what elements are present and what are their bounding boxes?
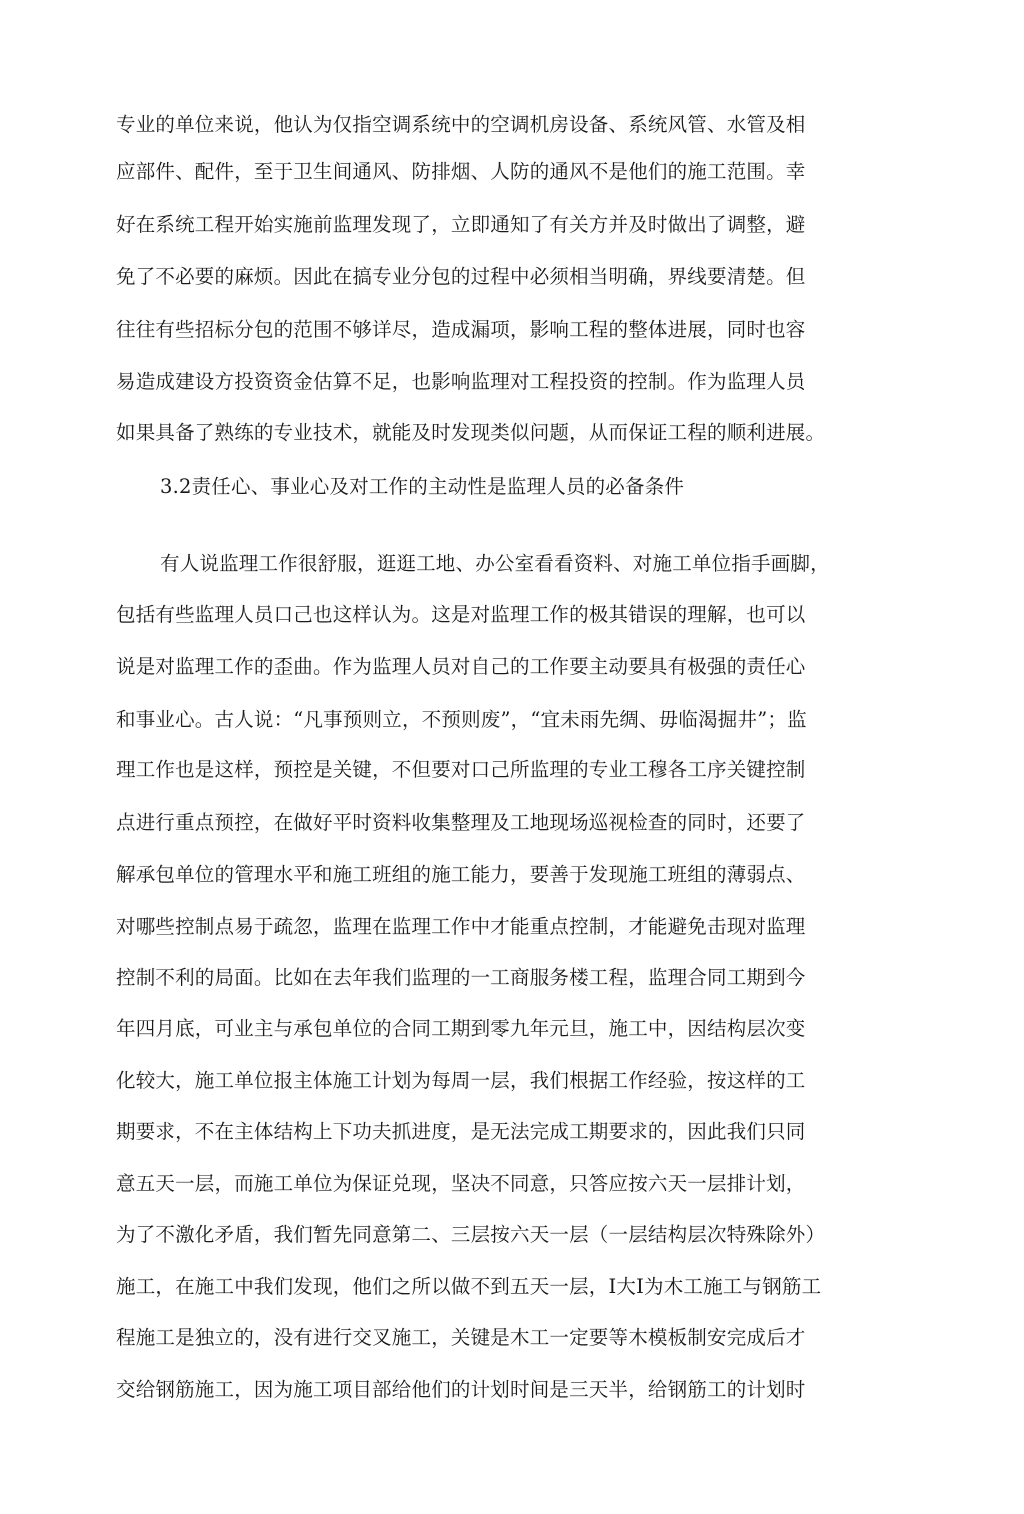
text-line: 施工，在施工中我们发现，他们之所以做不到五天一层，I大I为木工施工与钢筋工: [116, 1275, 822, 1298]
text-line: 有人说监理工作很舒服，逛逛工地、办公室看看资料、对施工单位指手画脚，: [160, 552, 830, 575]
text-line: 期要求，不在主体结构上下功夫抓进度，是无法完成工期要求的，因此我们只同: [116, 1120, 806, 1143]
text-line: 解承包单位的管理水平和施工班组的施工能力，要善于发现施工班组的薄弱点、: [116, 863, 806, 886]
section-heading: 3.2责任心、事业心及对工作的主动性是监理人员的必备条件: [160, 475, 685, 498]
text-line: 交给钢筋施工，因为施工项目部给他们的计划时间是三天半，给钢筋工的计划时: [116, 1378, 806, 1401]
text-line: 好在系统工程开始实施前监理发现了，立即通知了有关方并及时做出了调整，避: [116, 213, 806, 236]
text-line: 点进行重点预控，在做好平时资料收集整理及工地现场巡视检查的同时，还要了: [116, 811, 806, 834]
text-line: 和事业心。古人说：“凡事预则立，不预则废”，“宜未雨先绸、毋临渴掘井”；监: [116, 708, 807, 731]
text-line: 化较大，施工单位报主体施工计划为每周一层，我们根据工作经验，按这样的工: [116, 1069, 806, 1092]
text-line: 理工作也是这样，预控是关键，不但要对口己所监理的专业工穆各工序关键控制: [116, 758, 806, 781]
text-line: 易造成建设方投资资金估算不足，也影响监理对工程投资的控制。作为监理人员: [116, 370, 806, 393]
text-line: 往往有些招标分包的范围不够详尽，造成漏项，影响工程的整体进展，同时也容: [116, 318, 806, 341]
text-line: 专业的单位来说，他认为仅指空调系统中的空调机房设备、系统风管、水管及相: [116, 113, 806, 136]
text-line: 意五天一层，而施工单位为保证兑现，坚决不同意，只答应按六天一层排计划，: [116, 1172, 806, 1195]
text-line: 控制不利的局面。比如在去年我们监理的一工商服务楼工程，监理合同工期到今: [116, 966, 806, 989]
text-line: 免了不必要的麻烦。因此在搞专业分包的过程中必须相当明确，界线要清楚。但: [116, 265, 806, 288]
text-line: 应部件、配件，至于卫生间通风、防排烟、人防的通风不是他们的施工范围。幸: [116, 160, 806, 183]
text-line: 对哪些控制点易于疏忽，监理在监理工作中才能重点控制，才能避免击现对监理: [116, 915, 806, 938]
text-line: 为了不激化矛盾，我们暂先同意第二、三层按六天一层（一层结构层次特殊除外）: [116, 1223, 826, 1246]
text-line: 年四月底，可业主与承包单位的合同工期到零九年元旦，施工中，因结构层次变: [116, 1017, 806, 1040]
text-line: 说是对监理工作的歪曲。作为监理人员对自己的工作要主动要具有极强的责任心: [116, 655, 806, 678]
text-line: 程施工是独立的，没有进行交叉施工，关键是木工一定要等木模板制安完成后才: [116, 1326, 806, 1349]
text-line: 包括有些监理人员口己也这样认为。这是对监理工作的极其错误的理解，也可以: [116, 603, 806, 626]
text-line: 如果具备了熟练的专业技术，就能及时发现类似问题，从而保证工程的顺利进展。: [116, 421, 826, 444]
